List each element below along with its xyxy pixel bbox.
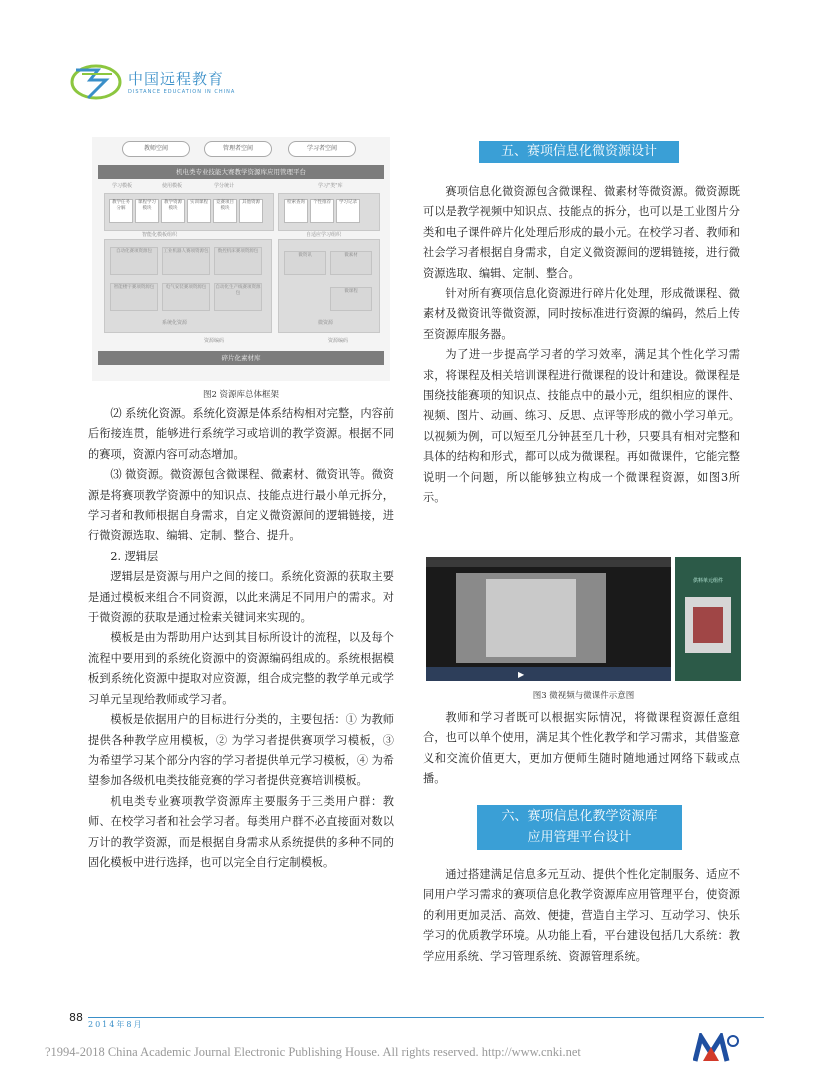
label-credit: 学分统计: [214, 183, 235, 189]
module-3: 实训课程: [187, 199, 211, 223]
figure-2-caption: 图2 资源库总体框架: [202, 390, 280, 400]
para-platform: 通过搭建满足信息多元互动、提供个性化定制服务、适应不同用户学习需求的赛项信息化教学资源库应用管理平台，使资源的利用更加灵活、高效、便捷，营造自主学习、互动学习、快乐学习的优质教学环境。从功能上看，平台建设包括几大系统：教学应用系统、学习管理系统、资源管理系统。: [423, 868, 740, 963]
play-icon: ▶: [518, 670, 525, 679]
journal-name-cn: 中国远程教育: [128, 70, 225, 88]
para-fragment-processing: 针对所有赛项信息化资源进行碎片化处理，形成微课程、微素材及微资讯等微资源，同时按标准进行资源的编码，然后上传至资源库服务器。: [423, 287, 740, 341]
tile-2: 数控机床赛项资源包: [214, 247, 262, 275]
tile-0: 自动化赛项资源包: [110, 247, 158, 275]
para-template-types: 模板是依据用户的目标进行分类的，主要包括：① 为教师提供各种教学应用模板，② 为学习者提供赛项学习模板，③ 为希望学习某个部分内容的学习者提供单元学习模板，④ 为希望参加各级机电类技能竞赛的学习者提供竞赛培训模板。: [88, 713, 394, 788]
section-6-title: [477, 805, 682, 850]
module-0: 教学任务分解: [109, 199, 133, 223]
figure-3-micro-video: [426, 557, 671, 681]
cnki-logo-icon: [693, 1033, 739, 1063]
journal-name-en: DISTANCE EDUCATION IN CHINA: [128, 89, 236, 95]
tile-micro-course: 微课程: [330, 287, 372, 311]
label-learning-template: 学习模板: [112, 183, 133, 189]
module-2: 教学资源模块: [161, 199, 185, 223]
label-use-template: 使用模板: [162, 183, 183, 189]
section-5-title: 五、赛项信息化微资源设计: [479, 141, 679, 163]
para-logic-layer: 逻辑层是资源与用户之间的接口。系统化资源的获取主要是通过模板来组合不同资源，以此来满足不同用户的需求。对于微资源的获取是通过检索关键词来实现的。: [88, 570, 394, 625]
module-5: 其他资源: [239, 199, 263, 223]
page-number: 88: [69, 1011, 83, 1024]
para-micro-resource: ⑶ 微资源。微资源包含微课程、微素材、微资讯等。微资源是将赛项教学资源中的知识点、技能点进行最小单元拆分，学习者和教师根据自身需求，自定义微资源间的逻辑链接，进行微资源选取、编辑、定制、整合、提升。: [88, 468, 394, 543]
courseware-title: 供料单元组件: [692, 578, 723, 584]
label-micro-resource: 微资源: [318, 320, 334, 326]
module-1: 课程学习模块: [135, 199, 159, 223]
manager-space: 管理者空间: [204, 141, 272, 157]
fragment-base-bar: 碎片化素材库: [98, 351, 384, 365]
label-link-right: 自适应学习组织: [306, 232, 342, 238]
footer-rule: [88, 1017, 764, 1018]
learner-space: 学习者空间: [288, 141, 356, 157]
journal-logo-icon: [68, 58, 124, 102]
para-combination: 教师和学习者既可以根据实际情况，将微课程资源任意组合，也可以单个使用，满足其个性化教学和学习需求，其借鉴意义和交流价值更大，更加方便师生随时随地通过网络下载或点播。: [423, 711, 740, 786]
figure-2-diagram: [92, 137, 390, 381]
tile-5: 自动化生产线赛项资源包: [214, 283, 262, 311]
label-encoding-right: 资源编码: [328, 338, 349, 344]
label-learn-class: 学习"类"库: [318, 183, 343, 189]
para-template-definition: 模板是由为帮助用户达到其目标所设计的流程，以及每个流程中要用到的系统化资源中的资源编码组成的。系统根据模板到系统化资源中提取对应资源，组合成完整的教学单元或学习单元呈现给教师或学习者。: [88, 631, 394, 706]
right-column-mid: [423, 708, 740, 790]
module-4: 竞赛项目模块: [213, 199, 237, 223]
left-column: [88, 404, 394, 873]
issue-date: 2014年8月: [88, 1020, 144, 1029]
para-system-resource: ⑵ 系统化资源。系统化资源是体系结构相对完整，内容前后衔接连贯，能够进行系统学习或培训的教学资源。根据不同的赛项，资源内容可动态增加。: [88, 407, 394, 461]
figure-3-caption: 图3 微视频与微课件示意图: [532, 691, 635, 701]
module-r2: 学习记录: [336, 199, 360, 223]
right-column-bottom: [423, 865, 740, 967]
tile-micro-news: 微资讯: [284, 251, 326, 275]
heading-logic-layer: 2. 逻辑层: [110, 549, 159, 563]
figure-3-micro-courseware: [675, 557, 741, 681]
tile-micro-material: 微素材: [330, 251, 372, 275]
copyright-notice: ?1994-2018 China Academic Journal Electronic Publishing House. All rights reserved. http://www.cnki.net: [45, 1045, 581, 1059]
tile-3: 智能楼宇赛项资源包: [110, 283, 158, 311]
platform-bar: 机电类专业技能大赛教学资源库应用管理平台: [98, 165, 384, 179]
teacher-space: 教师空间: [122, 141, 190, 157]
label-encoding-left: 资源编码: [204, 338, 225, 344]
section-6-line-1: 六、赛项信息化教学资源库: [501, 809, 658, 824]
tile-1: 工业机器人赛项资源包: [162, 247, 210, 275]
tile-4: 电气安装赛项资源包: [162, 283, 210, 311]
module-r1: 个性推荐: [310, 199, 334, 223]
module-r0: 检索查询: [284, 199, 308, 223]
para-micro-design: 赛项信息化微资源包含微课程、微素材等微资源。微资源既可以是教学视频中知识点、技能点的拆分，也可以是工业图片分类和电子课件碎片化处理后形成的最小元。在校学习者、教师和社会学习者根据自身需求，自定义微资源间的逻辑链接，进行微资源选取、编辑、定制、整合。: [423, 185, 740, 280]
label-system-resource: 系统化资源: [162, 320, 188, 326]
right-column-top: [423, 182, 740, 509]
para-micro-course: 为了进一步提高学习者的学习效率，满足其个性化学习需求，将课程及相关培训课程进行微课程的设计和建设。微课程是围绕技能赛项的知识点、技能点中的最小元，组织相应的课件、视频、图片、动画、练习、反思、点评等形成的微小学习单元。以视频为例，可以短至几分钟甚至几十秒，只要具有相对完整和具体的结构和形式，都可以成为微课程。再如微课件，它能完整说明一个问题，所以能够独立构成一个微课程资源，如图3所示。: [423, 348, 740, 505]
label-link-left: 智能化模板组织: [142, 232, 178, 238]
section-6-line-2: 应用管理平台设计: [527, 830, 632, 845]
para-user-groups: 机电类专业赛项教学资源库主要服务于三类用户群：教师、在校学习者和社会学习者。每类用户群不必直接面对数以万计的教学资源，而是根据自身需求从系统提供的多种不同的固化模板中进行选择，也可以完全自行定制模板。: [88, 794, 394, 869]
